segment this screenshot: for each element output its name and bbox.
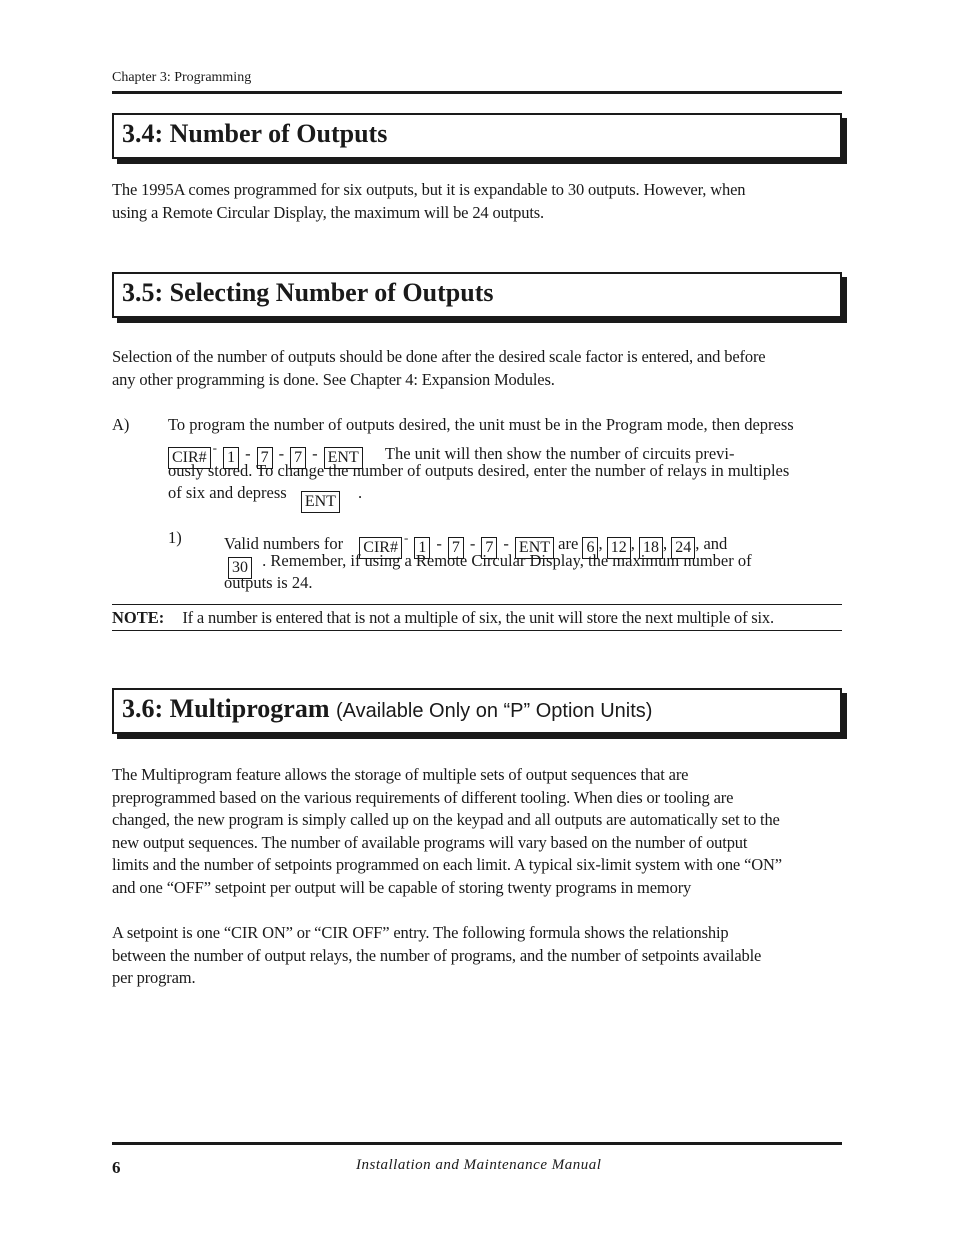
value-24: 24 — [671, 537, 695, 559]
section-3-5-title: 3.5: Selecting Number of Outputs — [122, 278, 494, 307]
item-a-label: A) — [112, 415, 130, 434]
body-line: and one “OFF” setpoint per output will be capable of storing twenty programs in memory — [112, 877, 692, 897]
body-line: new output sequences. The number of available programs will vary based on the number of output — [112, 832, 748, 852]
key-7: 7 — [290, 447, 306, 469]
period: . — [358, 483, 363, 502]
comma: , — [598, 534, 603, 553]
section-3-6-subtitle: (Available Only on “P” Option Units) — [336, 700, 653, 722]
section-3-6-body-2 — [112, 922, 840, 990]
comma: , — [662, 534, 668, 553]
value-18: 18 — [639, 537, 663, 559]
key-7: 7 — [448, 537, 464, 559]
body-line: between the number of output relays, the number of programs, and the number of setpoints available — [112, 945, 762, 965]
section-3-6-heading — [122, 694, 652, 724]
key-cir: CIR# — [359, 537, 402, 559]
note — [112, 607, 774, 629]
item-1-label: 1) — [168, 528, 182, 547]
item-a-line3: ously stored. To change the number of outputs desired, enter the number of relays in multiples — [168, 461, 790, 480]
section-3-4-title: 3.4: Number of Outputs — [122, 119, 388, 148]
dash: - — [403, 530, 409, 545]
footer-rule — [112, 1142, 842, 1145]
section-3-4-body — [112, 179, 840, 224]
value-12: 12 — [607, 537, 631, 559]
body-line: The 1995A comes programmed for six outputs, but it is expandable to 30 outputs. However, when — [112, 180, 746, 199]
item-1-text: Valid numbers for — [224, 534, 344, 553]
header-rule — [112, 91, 842, 94]
body-line: per program. — [112, 968, 196, 987]
value-30: 30 — [228, 557, 252, 579]
key-1: 1 — [223, 447, 239, 469]
dash: - — [503, 534, 509, 553]
key-ent: ENT — [301, 491, 340, 513]
manual-title: Installation and Maintenance Manual — [356, 1157, 602, 1173]
body-line: The Multiprogram feature allows the storage of multiple sets of output sequences that are — [112, 765, 689, 784]
note-bottom-rule — [112, 630, 842, 631]
value-6: 6 — [582, 537, 598, 559]
key-7: 7 — [481, 537, 497, 559]
page-number: 6 — [112, 1158, 121, 1177]
section-3-4-heading-box — [112, 113, 842, 159]
key-7: 7 — [257, 447, 273, 469]
section-3-5-heading-box — [112, 272, 842, 318]
item-a-line1: To program the number of outputs desired, the unit must be in the Program mode, then depress — [168, 415, 794, 434]
item-a-line2-text: The unit will then show the number of circuits previ- — [384, 444, 735, 463]
note-text: If a number is entered that is not a multiple of six, the unit will store the next multiple of six. — [182, 608, 774, 627]
section-3-6-body-1 — [112, 764, 840, 899]
comma: , — [630, 534, 635, 553]
section-3-5-body — [112, 346, 840, 391]
dash: - — [278, 444, 285, 463]
are-text: are — [558, 534, 579, 553]
key-1: 1 — [414, 537, 430, 559]
note-label: NOTE: — [112, 608, 165, 627]
key-cir: CIR# — [168, 447, 211, 469]
item-1-line2-text: . Remember, if using a Remote Circular Display, the maximum number of — [262, 551, 752, 570]
note-top-rule — [112, 604, 842, 605]
body-line: Selection of the number of outputs should be done after the desired scale factor is entered, and before — [112, 347, 766, 366]
dash: - — [245, 444, 251, 463]
dash: - — [312, 444, 318, 463]
item-a-line4-text: of six and depress — [168, 483, 287, 502]
and-text: , and — [695, 534, 728, 553]
key-ent: ENT — [515, 537, 554, 559]
dash: - — [212, 440, 218, 455]
body-line: using a Remote Circular Display, the maximum will be 24 outputs. — [112, 202, 545, 222]
item-1-line3: outputs is 24. — [224, 573, 313, 592]
body-line: any other programming is done. See Chapter 4: Expansion Modules. — [112, 369, 555, 389]
body-line: changed, the new program is simply called up on the keypad and all outputs are automatically set to the — [112, 810, 780, 829]
body-line: A setpoint is one “CIR ON” or “CIR OFF” entry. The following formula shows the relationship — [112, 923, 729, 942]
section-3-6-heading-box — [112, 688, 842, 734]
body-line: preprogrammed based on the various requirements of different tooling. When dies or tooling are — [112, 787, 734, 807]
dash: - — [469, 534, 476, 553]
section-3-6-title: 3.6: Multiprogram — [122, 694, 330, 723]
chapter-header: Chapter 3: Programming — [112, 70, 252, 85]
body-line: limits and the number of setpoints programmed on each limit. A typical six-limit system with one “ON” — [112, 855, 782, 874]
key-ent: ENT — [324, 447, 363, 469]
item-a-line4 — [168, 482, 362, 513]
dash: - — [436, 534, 442, 553]
